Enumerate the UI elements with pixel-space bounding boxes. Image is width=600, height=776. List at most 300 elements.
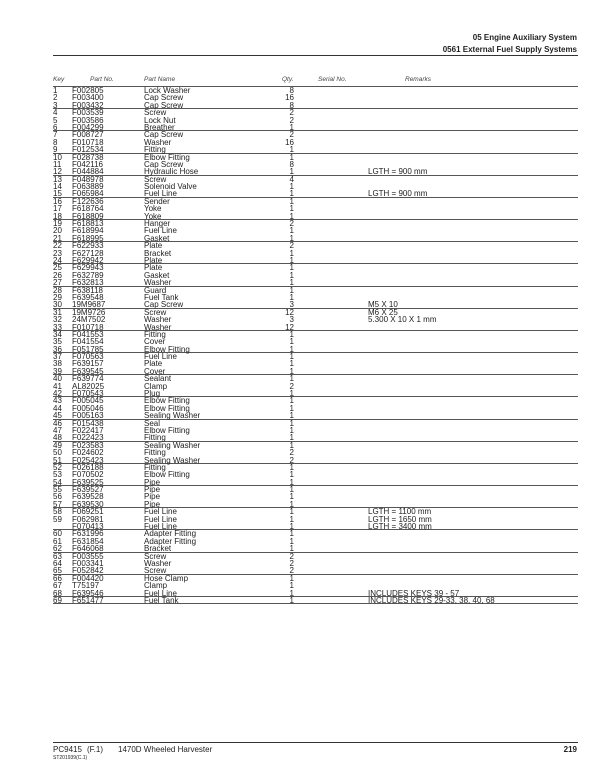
cell-part-no: F015438 [72, 418, 104, 428]
cell-qty: 3 [289, 315, 294, 325]
cell-key: 41 [53, 381, 62, 391]
table-row [53, 346, 578, 353]
cell-qty: 2 [289, 448, 294, 458]
cell-part-name: Yoke [144, 211, 162, 221]
cell-part-name: Cap Screw [144, 100, 184, 110]
cell-part-name: Fuel Tank [144, 595, 179, 605]
cell-part-name: Solenoid Valve [144, 182, 197, 192]
cell-qty: 1 [289, 581, 294, 591]
cell-part-no: F041553 [72, 329, 104, 339]
table-row [53, 405, 578, 412]
table-row [53, 427, 578, 434]
cell-part-name: Cap Screw [144, 300, 184, 310]
cell-part-name: Hanger [144, 219, 171, 229]
cell-part-name: Screw [144, 551, 167, 561]
table-row [53, 161, 578, 168]
cell-qty: 1 [289, 477, 294, 487]
cell-part-no: F070502 [72, 470, 104, 480]
cell-qty: 4 [289, 174, 294, 184]
cell-part-name: Screw [144, 307, 167, 317]
table-row [53, 109, 578, 116]
table-row [53, 294, 578, 301]
cell-key: 6 [53, 122, 58, 132]
cell-key: 8 [53, 137, 58, 147]
cell-key: 14 [53, 182, 62, 192]
page-number: 219 [563, 745, 577, 754]
doc-revision: (F.1) [87, 745, 103, 754]
cell-part-no: F004420 [72, 573, 104, 583]
cell-qty: 1 [289, 329, 294, 339]
header-rule [53, 55, 578, 56]
table-row [53, 457, 578, 464]
cell-part-name: Fuel Line [144, 189, 177, 199]
cell-key: 12 [53, 167, 62, 177]
table-row [53, 301, 578, 308]
cell-part-no: F024602 [72, 448, 104, 458]
cell-part-no: F005046 [72, 403, 104, 413]
cell-part-name: Screw [144, 108, 167, 118]
cell-key: 65 [53, 566, 62, 576]
cell-part-name: Cover [144, 366, 166, 376]
cell-key: 9 [53, 145, 58, 155]
cell-part-no: F008727 [72, 130, 104, 140]
table-row [53, 168, 578, 175]
cell-qty: 1 [289, 536, 294, 546]
cell-qty: 1 [289, 263, 294, 273]
cell-qty: 1 [289, 389, 294, 399]
cell-qty: 1 [289, 196, 294, 206]
table-row [53, 375, 578, 382]
cell-part-no: F002805 [72, 86, 104, 95]
cell-part-name: Screw [144, 174, 167, 184]
cell-qty: 1 [289, 425, 294, 435]
cell-part-name: Clamp [144, 581, 168, 591]
cell-part-no: F025423 [72, 455, 104, 465]
cell-remarks: LGTH = 900 mm [368, 189, 428, 199]
cell-part-name: Sealing Washer [144, 440, 201, 450]
cell-part-no: F639774 [72, 374, 104, 384]
cell-part-no: F622933 [72, 241, 104, 251]
cell-part-no: T75197 [72, 581, 100, 591]
cell-part-no: F003432 [72, 100, 104, 110]
cell-part-name: Pipe [144, 485, 161, 495]
cell-key: 7 [53, 130, 58, 140]
table-row [53, 242, 578, 249]
cell-key: 53 [53, 470, 62, 480]
cell-part-no: F070563 [72, 352, 104, 362]
table-row [53, 553, 578, 560]
cell-part-no: F639157 [72, 359, 104, 369]
cell-part-no: F639546 [72, 588, 104, 598]
cell-part-no: F026188 [72, 462, 104, 472]
table-row [53, 124, 578, 131]
cell-part-name: Elbow Fitting [144, 403, 190, 413]
cell-qty: 1 [289, 233, 294, 243]
cell-remarks: 5.300 X 10 X 1 mm [368, 315, 437, 325]
model-name: 1470D Wheeled Harvester [118, 745, 213, 754]
cell-qty: 1 [289, 366, 294, 376]
table-row [53, 523, 578, 530]
col-qty: Qty. [282, 76, 294, 83]
cell-key: 68 [53, 588, 62, 598]
cell-qty: 1 [289, 440, 294, 450]
cell-qty: 1 [289, 204, 294, 214]
cell-part-name: Elbow Fitting [144, 396, 190, 406]
cell-qty: 1 [289, 145, 294, 155]
subsection-title: 0561 External Fuel Supply Systems [442, 45, 577, 54]
table-row [53, 250, 578, 257]
cell-part-no: F052842 [72, 566, 104, 576]
cell-part-name: Screw [144, 566, 167, 576]
cell-key: 25 [53, 263, 62, 273]
cell-qty: 1 [289, 152, 294, 162]
cell-part-name: Bracket [144, 544, 172, 554]
cell-part-name: Elbow Fitting [144, 344, 190, 354]
cell-key: 38 [53, 359, 62, 369]
cell-key: 13 [53, 174, 62, 184]
cell-key: 21 [53, 233, 62, 243]
cell-remarks: LGTH = 900 mm [368, 167, 428, 177]
cell-part-name: Lock Nut [144, 115, 176, 125]
cell-qty: 1 [289, 588, 294, 598]
cell-part-name: Fitting [144, 433, 166, 443]
cell-key: 49 [53, 440, 62, 450]
cell-key: 39 [53, 366, 62, 376]
table-row [53, 131, 578, 138]
cell-qty: 1 [289, 182, 294, 192]
cell-remarks: M6 X 25 [368, 307, 398, 317]
cell-key: 44 [53, 403, 62, 413]
table-row [53, 102, 578, 109]
cell-key: 31 [53, 307, 62, 317]
cell-qty: 2 [289, 381, 294, 391]
cell-qty: 1 [289, 418, 294, 428]
table-row [53, 198, 578, 205]
table-row [53, 205, 578, 212]
cell-part-no: F618809 [72, 211, 104, 221]
col-serial: Serial No. [318, 76, 347, 83]
footer-rule [53, 742, 578, 743]
cell-remarks: LGTH = 1650 mm [368, 514, 432, 524]
table-row [53, 516, 578, 523]
table-row [53, 264, 578, 271]
cell-part-no: F023583 [72, 440, 104, 450]
cell-qty: 1 [289, 595, 294, 605]
table-row [53, 567, 578, 574]
cell-key: 18 [53, 211, 62, 221]
cell-qty: 16 [285, 137, 294, 147]
cell-key: 62 [53, 544, 62, 554]
table-row [53, 227, 578, 234]
cell-key: 69 [53, 595, 62, 605]
cell-qty: 2 [289, 455, 294, 465]
cell-part-name: Pipe [144, 477, 161, 487]
cell-part-no: F639548 [72, 292, 104, 302]
cell-key: 51 [53, 455, 62, 465]
cell-part-no: F639545 [72, 366, 104, 376]
cell-qty: 2 [289, 566, 294, 576]
cell-part-name: Yoke [144, 204, 162, 214]
cell-part-name: Washer [144, 559, 172, 568]
table-row [53, 397, 578, 404]
table-row [53, 331, 578, 338]
cell-qty: 1 [289, 359, 294, 369]
table-row [53, 390, 578, 397]
cell-part-name: Plug [144, 389, 161, 399]
cell-part-name: Gasket [144, 233, 170, 243]
cell-part-no: F005163 [72, 411, 104, 421]
cell-part-no: F028738 [72, 152, 104, 162]
cell-qty: 8 [289, 100, 294, 110]
cell-part-no: F003341 [72, 559, 104, 568]
cell-qty: 16 [285, 93, 294, 103]
table-row [53, 486, 578, 493]
table-row [53, 183, 578, 190]
cell-part-no: F629943 [72, 263, 104, 273]
cell-part-name: Cap Screw [144, 159, 184, 169]
cell-key: 29 [53, 292, 62, 302]
table-row [53, 434, 578, 441]
cell-part-name: Fuel Line [144, 522, 177, 532]
cell-key: 43 [53, 396, 62, 406]
cell-part-name: Fitting [144, 462, 166, 472]
cell-part-name: Elbow Fitting [144, 152, 190, 162]
cell-part-name: Gasket [144, 270, 170, 280]
cell-part-no: F051785 [72, 344, 104, 354]
cell-qty: 1 [289, 226, 294, 236]
cell-key: 34 [53, 329, 62, 339]
parts-table [53, 86, 578, 604]
cell-part-name: Washer [144, 278, 172, 288]
cell-part-no: F041554 [72, 337, 104, 347]
cell-part-no: 19M9726 [72, 307, 106, 317]
table-row [53, 139, 578, 146]
cell-key: 59 [53, 514, 62, 524]
cell-key: 20 [53, 226, 62, 236]
cell-key: 10 [53, 152, 62, 162]
cell-part-no: F048978 [72, 174, 104, 184]
cell-part-name: Hydraulic Hose [144, 167, 199, 177]
table-row [53, 442, 578, 449]
table-row [53, 279, 578, 286]
cell-remarks: INCLUDES KEYS 29-33, 38, 40, 68 [368, 595, 495, 605]
cell-key: 48 [53, 433, 62, 443]
table-row [53, 508, 578, 515]
cell-part-no: F632813 [72, 278, 104, 288]
table-row [53, 94, 578, 101]
cell-part-no: 19M9687 [72, 300, 106, 310]
doc-code: ST201939(C.1) [53, 755, 88, 761]
table-row [53, 176, 578, 183]
cell-key: 42 [53, 389, 62, 399]
cell-part-no: F122636 [72, 196, 104, 206]
cell-part-name: Plate [144, 241, 163, 251]
cell-key: 64 [53, 559, 62, 568]
cell-qty: 1 [289, 544, 294, 554]
col-key: Key [53, 76, 65, 83]
cell-part-no: F063889 [72, 182, 104, 192]
cell-part-no: F044884 [72, 167, 104, 177]
cell-part-name: Plate [144, 263, 163, 273]
table-row [53, 538, 578, 545]
table-row [53, 560, 578, 567]
table-row [53, 287, 578, 294]
cell-part-name: Fitting [144, 145, 166, 155]
cell-key: 1 [53, 86, 58, 95]
cell-part-name: Fitting [144, 448, 166, 458]
cell-part-no: F631996 [72, 529, 104, 539]
cell-part-no: F065984 [72, 189, 104, 199]
cell-key: 55 [53, 485, 62, 495]
cell-key: 60 [53, 529, 62, 539]
cell-qty: 2 [289, 551, 294, 561]
col-remarks: Remarks [405, 76, 432, 83]
cell-qty: 12 [285, 307, 294, 317]
cell-key: 5 [53, 115, 58, 125]
cell-key: 56 [53, 492, 62, 502]
table-row [53, 154, 578, 161]
cell-part-name: Washer [144, 315, 172, 325]
cell-part-name: Fuel Line [144, 514, 177, 524]
cell-key: 40 [53, 374, 62, 384]
cell-key: 67 [53, 581, 62, 591]
cell-part-name: Fuel Line [144, 507, 177, 517]
table-row [53, 272, 578, 279]
cell-part-no: F070413 [72, 522, 104, 532]
table-row [53, 493, 578, 500]
cell-part-no: F010718 [72, 322, 104, 332]
cell-qty: 8 [289, 159, 294, 169]
cell-key: 32 [53, 315, 62, 325]
cell-key: 17 [53, 204, 62, 214]
cell-part-no: F618995 [72, 233, 104, 243]
cell-key: 11 [53, 159, 62, 169]
cell-part-no: F646068 [72, 544, 104, 554]
cell-qty: 1 [289, 492, 294, 502]
cell-key: 58 [53, 507, 62, 517]
cell-remarks: LGTH = 3400 mm [368, 522, 432, 532]
cell-part-no: F003586 [72, 115, 104, 125]
cell-qty: 2 [289, 115, 294, 125]
cell-qty: 1 [289, 167, 294, 177]
cell-part-name: Sealant [144, 374, 172, 384]
table-row [53, 449, 578, 456]
table-row [53, 309, 578, 316]
cell-qty: 2 [289, 219, 294, 229]
table-row [53, 220, 578, 227]
cell-part-no: F639530 [72, 499, 104, 509]
cell-part-no: F631854 [72, 536, 104, 546]
cell-part-name: Sender [144, 196, 170, 206]
cell-key: 63 [53, 551, 62, 561]
cell-qty: 1 [289, 248, 294, 258]
cell-key: 22 [53, 241, 62, 251]
cell-part-name: Cap Screw [144, 130, 184, 140]
table-row [53, 338, 578, 345]
table-row [53, 582, 578, 589]
cell-part-no: F012534 [72, 145, 104, 155]
cell-part-no: F022417 [72, 425, 104, 435]
table-row [53, 257, 578, 264]
cell-key: 3 [53, 100, 58, 110]
cell-part-no: F042116 [72, 159, 103, 169]
cell-key: 23 [53, 248, 62, 258]
cell-part-no: F022423 [72, 433, 104, 443]
cell-part-no: F639525 [72, 477, 104, 487]
col-part-name: Part Name [144, 76, 176, 83]
cell-qty: 1 [289, 433, 294, 443]
cell-part-no: F638118 [72, 285, 103, 295]
cell-key: 66 [53, 573, 62, 583]
cell-qty: 1 [289, 352, 294, 362]
cell-key: 61 [53, 536, 62, 546]
cell-qty: 1 [289, 270, 294, 280]
table-row [53, 316, 578, 323]
table-row [53, 464, 578, 471]
cell-part-no: F069251 [72, 507, 104, 517]
cell-qty: 1 [289, 499, 294, 509]
table-row [53, 353, 578, 360]
cell-part-name: Clamp [144, 381, 168, 391]
cell-part-no: F062981 [72, 514, 104, 524]
cell-qty: 2 [289, 559, 294, 568]
cell-part-no: F639527 [72, 485, 104, 495]
cell-part-name: Washer [144, 322, 172, 332]
cell-qty: 1 [289, 344, 294, 354]
cell-qty: 1 [289, 211, 294, 221]
cell-qty: 3 [289, 300, 294, 310]
cell-qty: 2 [289, 130, 294, 140]
cell-part-name: Sealing Washer [144, 455, 201, 465]
cell-part-name: Washer [144, 137, 172, 147]
cell-key: 33 [53, 322, 62, 332]
cell-key: 2 [53, 93, 58, 103]
cell-part-no: F003400 [72, 93, 104, 103]
table-row [53, 412, 578, 419]
cell-qty: 1 [289, 278, 294, 288]
cell-part-name: Cap Screw [144, 93, 184, 103]
table-row [53, 213, 578, 220]
table-row [53, 383, 578, 390]
cell-qty: 1 [289, 285, 294, 295]
cell-qty: 1 [289, 255, 294, 265]
cell-part-no: F627128 [72, 248, 104, 258]
cell-qty: 1 [289, 507, 294, 517]
cell-key: 19 [53, 219, 62, 229]
table-row [53, 471, 578, 478]
cell-part-name: Guard [144, 285, 167, 295]
cell-key: 30 [53, 300, 62, 310]
table-row [53, 360, 578, 367]
cell-key: 27 [53, 278, 62, 288]
table-row [53, 87, 578, 94]
cell-part-no: F005045 [72, 396, 104, 406]
cell-key: 45 [53, 411, 62, 421]
cell-part-no: 24M7502 [72, 315, 106, 325]
cell-part-name: Pipe [144, 492, 161, 502]
cell-remarks: INCLUDES KEYS 39 - 57 [368, 588, 460, 598]
cell-part-name: Cover [144, 337, 166, 347]
cell-key: 47 [53, 425, 62, 435]
cell-key: 50 [53, 448, 62, 458]
cell-key: 36 [53, 344, 62, 354]
cell-qty: 1 [289, 396, 294, 406]
cell-part-name: Adapter Fitting [144, 536, 197, 546]
cell-part-name: Fuel Line [144, 352, 177, 362]
cell-qty: 2 [289, 241, 294, 251]
cell-key: 35 [53, 337, 62, 347]
table-row [53, 368, 578, 375]
